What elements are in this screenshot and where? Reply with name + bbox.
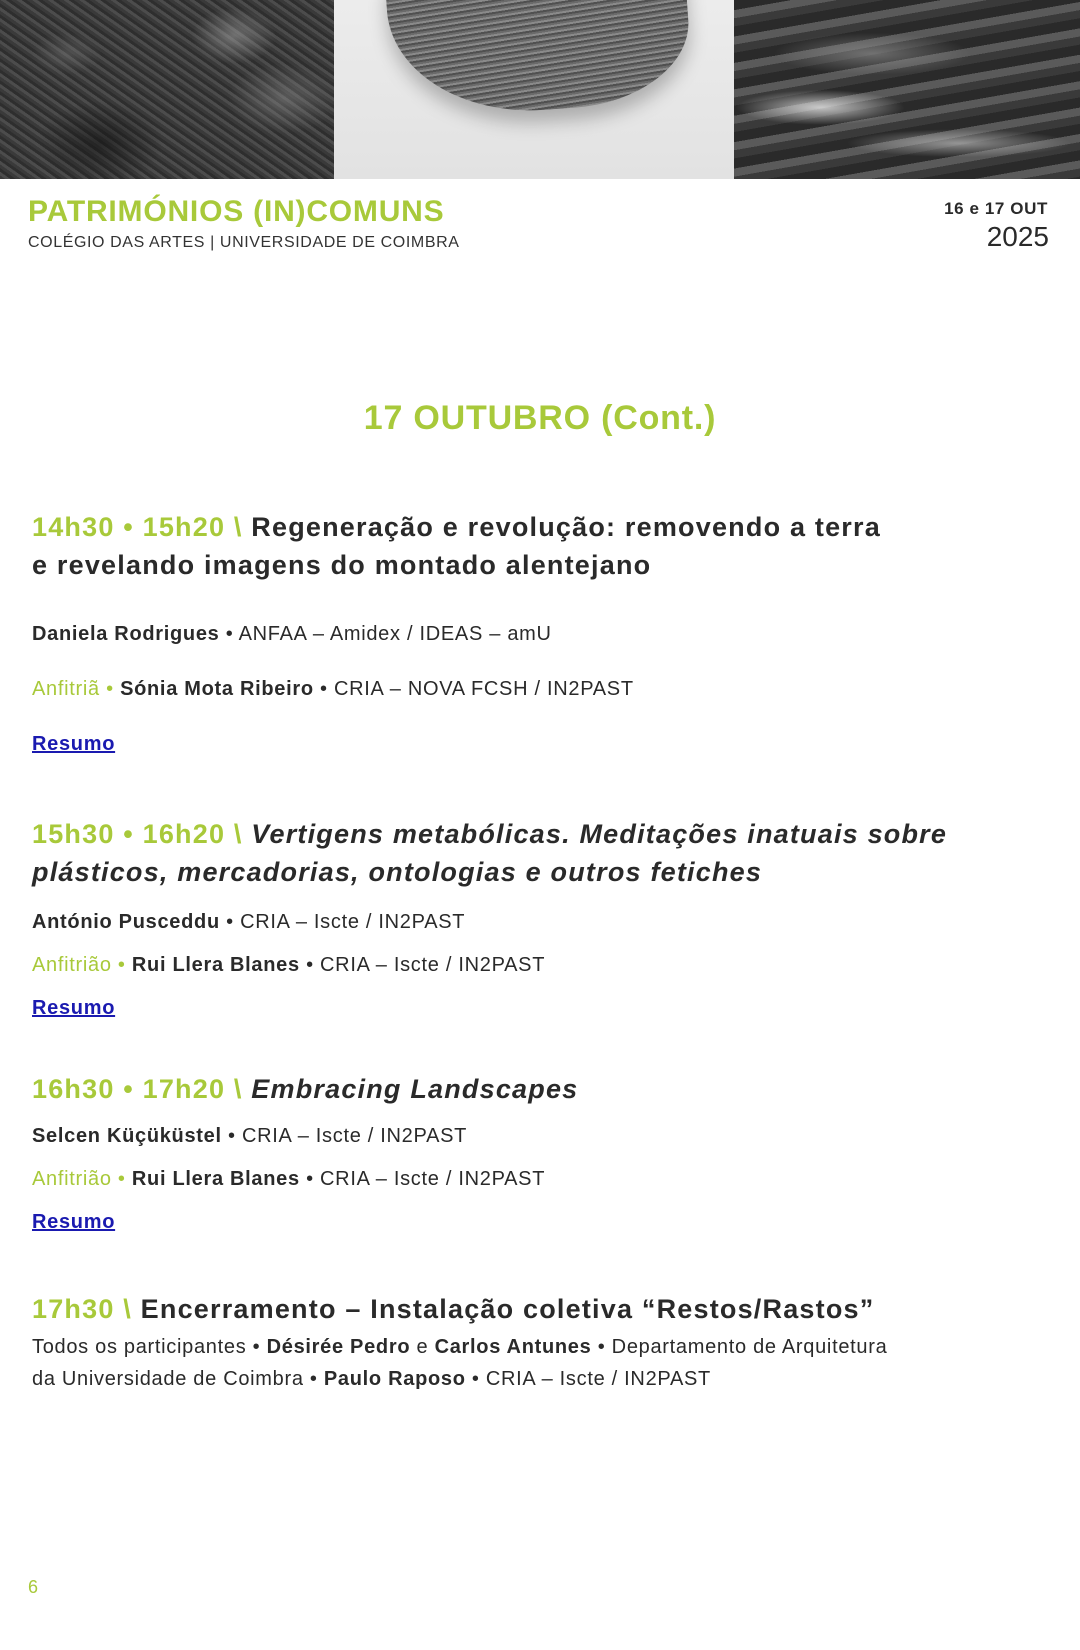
event-year: 2025	[986, 221, 1049, 252]
session-title	[32, 1290, 1032, 1328]
speaker-name: Selcen Küçüküstel	[32, 1125, 222, 1147]
session-title	[32, 815, 1032, 891]
speaker-line	[32, 910, 465, 934]
host-line	[32, 1167, 545, 1191]
session-title-line1: Regeneração e revolução: removendo a terra	[251, 512, 881, 542]
resumo-link[interactable]: Resumo	[32, 1211, 116, 1233]
host-line	[32, 677, 634, 701]
host-label: Anfitriã •	[32, 678, 121, 700]
speaker-line	[32, 1124, 467, 1148]
host-affiliation: • CRIA – Iscte / IN2PAST	[299, 1168, 546, 1190]
rock-photo	[334, 0, 734, 179]
host-line	[32, 953, 545, 977]
participants-text: Todos os participantes •	[32, 1336, 267, 1358]
resumo-link[interactable]: Resumo	[32, 733, 116, 755]
speaker-affiliation: • CRIA – Iscte / IN2PAST	[221, 1125, 468, 1147]
participant-name: Désirée Pedro	[266, 1336, 411, 1358]
host-affiliation: • CRIA – Iscte / IN2PAST	[299, 954, 546, 976]
event-subtitle: COLÉGIO DAS ARTES | UNIVERSIDADE DE COIMBRA	[28, 234, 460, 251]
participant-name: Carlos Antunes	[434, 1336, 592, 1358]
closing-title: Encerramento – Instalação coletiva “Restos/Rastos”	[140, 1294, 875, 1324]
session-title-line1: Embracing Landscapes	[251, 1074, 579, 1104]
affiliation-text: da Universidade de Coimbra •	[32, 1368, 324, 1390]
speaker-line	[32, 622, 552, 646]
closing-session	[32, 1290, 1032, 1400]
host-label: Anfitrião •	[32, 1168, 132, 1190]
session-title-line2: plásticos, mercadorias, ontologias e outros fetiches	[32, 857, 763, 887]
participants-line-2	[32, 1367, 711, 1391]
participants-line-1	[32, 1335, 887, 1359]
session-3	[32, 1070, 1032, 1240]
day-heading: 17 OUTUBRO (Cont.)	[363, 399, 717, 437]
session-title	[32, 508, 1032, 584]
speaker-name: Daniela Rodrigues	[32, 623, 220, 645]
sky-photo	[734, 0, 1080, 179]
session-time: 15h30 • 16h20 \	[32, 819, 252, 849]
conjunction-text: e	[410, 1336, 435, 1358]
host-name: Rui Llera Blanes	[131, 1168, 300, 1190]
session-title-line2: e revelando imagens do montado alentejano	[32, 550, 652, 580]
session-title-line1: Vertigens metabólicas. Meditações inatuais sobre	[251, 819, 948, 849]
session-1	[32, 508, 1032, 768]
speaker-affiliation: • ANFAA – Amidex / IDEAS – amU	[219, 623, 552, 645]
header-banner	[0, 0, 1080, 179]
session-2	[32, 815, 1032, 1025]
participant-name: Paulo Raposo	[323, 1368, 466, 1390]
host-name: Sónia Mota Ribeiro	[120, 678, 314, 700]
page-number: 6	[28, 1577, 39, 1597]
session-time: 17h30 \	[32, 1294, 141, 1324]
rock-shape	[384, 0, 694, 120]
session-time: 14h30 • 15h20 \	[32, 512, 252, 542]
speaker-name: António Pusceddu	[32, 911, 220, 933]
affiliation-text: • Departamento de Arquitetura	[591, 1336, 888, 1358]
landscape-photo	[0, 0, 334, 179]
affiliation-text: • CRIA – Iscte / IN2PAST	[465, 1368, 711, 1390]
resumo-link[interactable]: Resumo	[32, 997, 116, 1019]
session-title	[32, 1070, 1032, 1108]
event-title: PATRIMÓNIOS (IN)COMUNS	[28, 195, 445, 228]
session-time: 16h30 • 17h20 \	[32, 1074, 252, 1104]
speaker-affiliation: • CRIA – Iscte / IN2PAST	[219, 911, 466, 933]
host-label: Anfitrião •	[32, 954, 132, 976]
host-name: Rui Llera Blanes	[131, 954, 300, 976]
event-dates: 16 e 17 OUT	[944, 199, 1048, 218]
host-affiliation: • CRIA – NOVA FCSH / IN2PAST	[313, 678, 634, 700]
